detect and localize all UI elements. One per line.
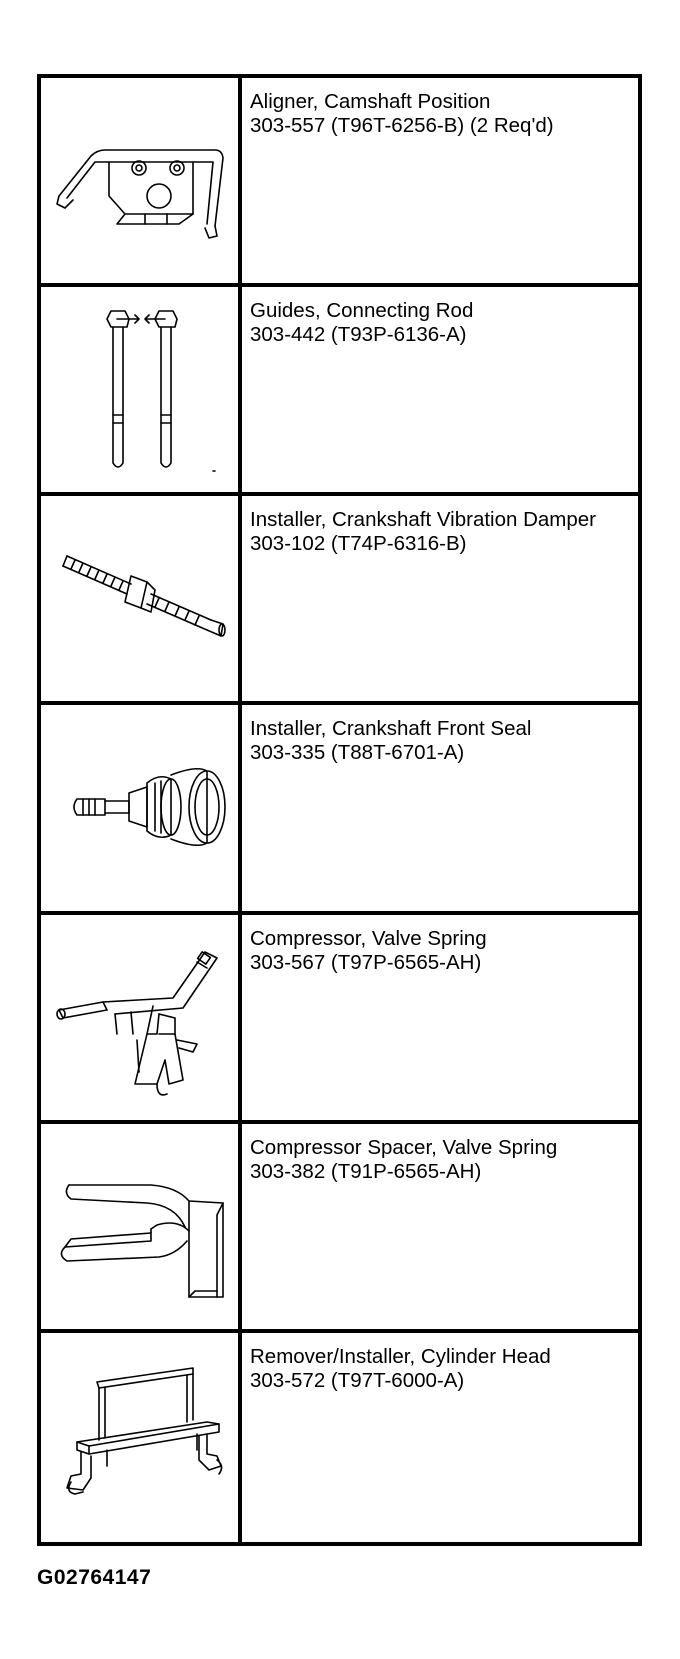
tool-image-cell [41,78,242,287]
tool-name: Compressor, Valve Spring [250,926,487,950]
connecting-rod-guides-icon [47,295,232,485]
valve-spring-compressor-icon [47,922,232,1112]
tool-description-cell [242,705,638,914]
tool-part-number: 303-567 (T97P-6565-AH) [250,950,482,974]
tool-image-cell [41,287,242,496]
tool-name: Installer, Crankshaft Vibration Damper [250,508,597,532]
camshaft-aligner-icon [47,86,232,276]
tool-name: Compressor Spacer, Valve Spring [250,1135,558,1159]
tool-part-number: 303-382 (T91P-6565-AH) [250,1159,482,1183]
tool-image-cell [41,1333,242,1542]
tool-description-cell [242,287,638,496]
tool-image-cell [41,496,242,705]
tool-name: Remover/Installer, Cylinder Head [250,1344,551,1368]
tool-image-cell [41,915,242,1124]
tool-part-number: 303-557 (T96T-6256-B) (2 Req'd) [250,114,554,137]
tool-part-number: 303-102 (T74P-6316-B) [250,532,467,556]
cylinder-head-remover-icon [47,1342,232,1532]
tool-description-cell [242,1333,638,1542]
compressor-spacer-icon [47,1131,232,1321]
tool-name: Installer, Crankshaft Front Seal [250,717,532,741]
tool-description-cell [242,1124,638,1333]
tool-image-cell [41,1124,242,1333]
tool-part-number: 303-335 (T88T-6701-A) [250,741,465,765]
front-seal-installer-icon [47,713,232,903]
figure-code: G02764147 [37,1566,152,1589]
tool-name: Aligner, Camshaft Position [250,90,491,113]
special-tools-table [37,74,642,1546]
tool-image-cell [41,705,242,914]
tool-part-number: 303-442 (T93P-6136-A) [250,323,467,347]
tool-name: Guides, Connecting Rod [250,299,474,323]
tool-description-cell [242,78,638,287]
damper-installer-icon [47,504,232,694]
tool-description-cell [242,496,638,705]
tool-part-number: 303-572 (T97T-6000-A) [250,1368,465,1392]
tool-description-cell [242,915,638,1124]
